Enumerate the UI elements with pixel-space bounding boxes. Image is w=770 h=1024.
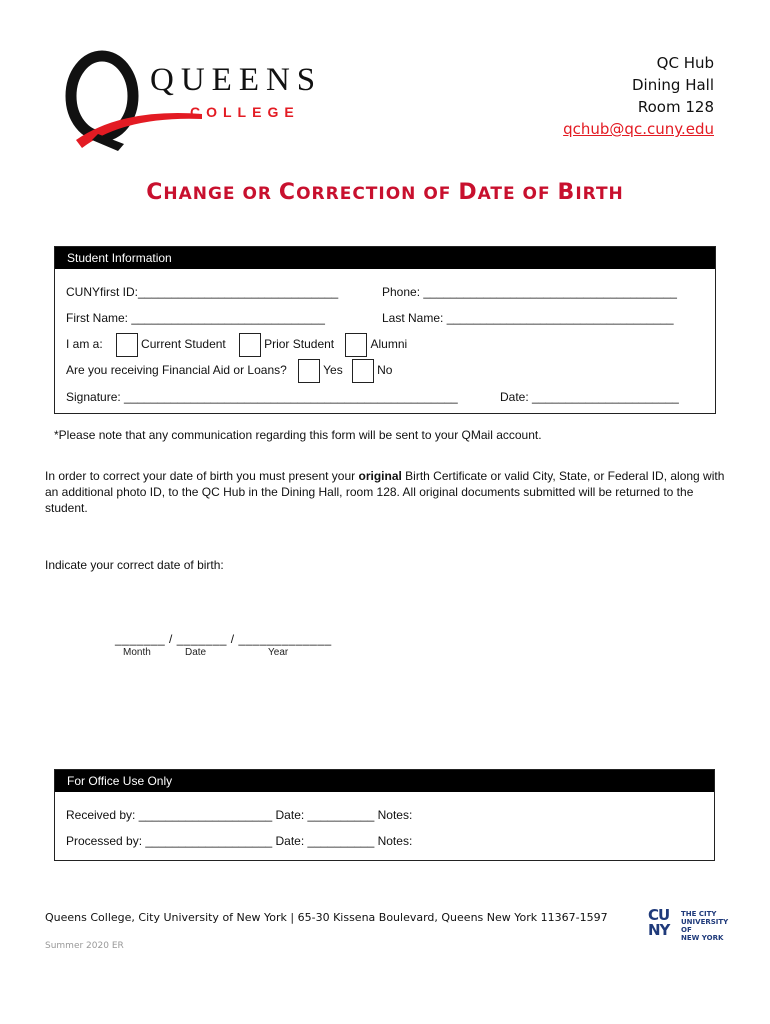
yes-label: Yes [323,363,343,377]
dob-month-label: Month [123,647,151,658]
contact-line-hub: QC Hub [656,54,714,72]
financial-aid-row [66,358,392,383]
student-info-header: Student Information [55,247,715,269]
current-student-label: Current Student [141,337,226,351]
contact-block [563,52,714,140]
student-info-box [54,246,716,414]
dob-prompt: Indicate your correct date of birth: [45,558,224,572]
last-name-field[interactable]: Last Name: __________________________________ [382,311,674,325]
contact-line-hall: Dining Hall [632,76,714,94]
phone-field[interactable]: Phone: ______________________________________ [382,285,677,299]
signature-field[interactable]: Signature: __________________________________________________ [66,390,458,404]
received-by-field[interactable]: Received by: ____________________ Date: __________ Notes: [66,808,413,822]
dob-day-label: Date [185,647,207,658]
current-student-checkbox[interactable] [116,333,138,357]
form-title: CHANGE OR CORRECTION OF DATE OF BIRTH [146,180,624,205]
processed-by-field[interactable]: Processed by: ___________________ Date: __________ Notes: [66,834,413,848]
alumni-label: Alumni [370,337,408,351]
alumni-checkbox[interactable] [345,333,367,357]
cuny-logo [648,908,728,948]
instructions-paragraph: In order to correct your date of birth you must present your original Birth Certificate or valid City, State, or Federal ID, along with an additional photo ID, to the QC Hub in the Dining Hall, room 128. All original documents submitted will be returned to the student. [45,469,725,515]
cuny-text-3: OF [681,926,692,934]
dob-input-line[interactable]: _______ / _______ / _____________ [115,632,332,646]
cunyfirst-id-field[interactable]: CUNYfirst ID:______________________________ [66,285,339,299]
financial-aid-no-checkbox[interactable] [352,359,374,383]
financial-aid-label: Are you receiving Financial Aid or Loans? [66,363,287,377]
financial-aid-yes-checkbox[interactable] [298,359,320,383]
signature-date-field[interactable]: Date: ______________________ [500,390,679,404]
prior-student-checkbox[interactable] [239,333,261,357]
cuny-text-1: THE CITY [681,910,717,918]
footer-address: Queens College, City University of New York | 65-30 Kissena Boulevard, Queens New York 11367-1597 [45,911,608,924]
no-label: No [377,363,393,377]
qmail-note: *Please note that any communication regarding this form will be sent to your QMail account. [54,428,542,442]
contact-line-room: Room 128 [637,98,714,116]
logo-red-swoosh [76,113,202,148]
cuny-text-4: NEW YORK [681,934,724,942]
prior-student-label: Prior Student [264,337,335,351]
cuny-letters-bottom: NY [648,921,670,939]
status-row [66,332,407,357]
contact-email-link[interactable]: qchub@qc.cuny.edu [563,120,714,138]
edition-note: Summer 2020 ER [45,941,124,951]
original-emphasis: original [358,469,402,483]
i-am-label: I am a: [66,337,103,351]
logo-college-text: COLLEGE [190,104,300,120]
cuny-letters-top: CU [648,906,670,924]
first-name-field[interactable]: First Name: _____________________________ [66,311,325,325]
office-use-header: For Office Use Only [55,770,714,792]
logo-queens-text: QUEENS [150,62,323,98]
dob-year-label: Year [268,647,289,658]
cuny-text-2: UNIVERSITY [681,918,729,926]
